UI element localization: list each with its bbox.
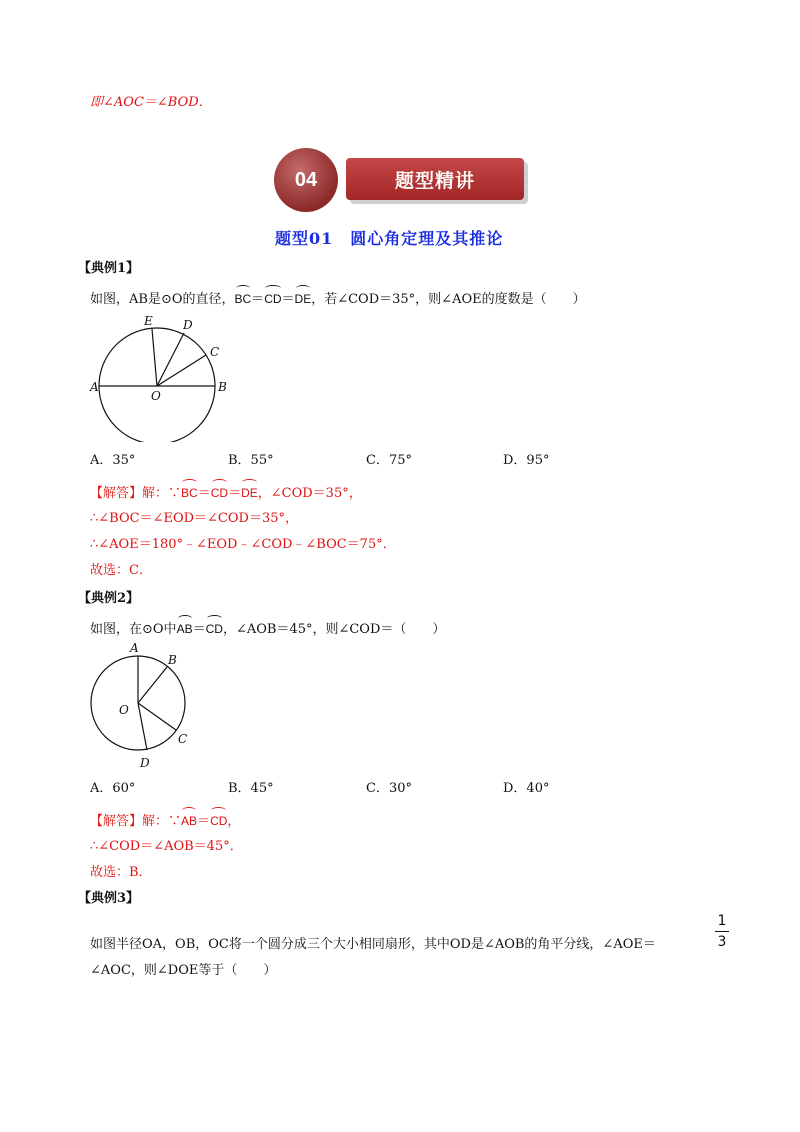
arc-cd: CD xyxy=(264,292,282,306)
ex1-option-c: C．75° xyxy=(366,453,412,468)
example-2-circle-figure xyxy=(90,640,210,774)
ex2-answer-line-2: ∴∠COD＝∠AOB＝45°． xyxy=(90,839,243,854)
arc-bc: BC xyxy=(234,292,252,306)
example-3-line-1: 如图半径OA，OB，OC将一个圆分成三个大小相同扇形，其中OD是∠AOB的角平分线，∠AOE＝ xyxy=(90,937,656,952)
ex1-answer-line-1: 【解答】解：∵BC＝CD＝DE，∠COD＝35°， xyxy=(90,486,362,501)
topic-title: 题型01 圆心角定理及其推论 xyxy=(275,229,504,248)
ex1-option-d: D．95° xyxy=(503,453,550,468)
equals-sign: ＝ xyxy=(251,292,265,307)
ex2-answer-line-1: 【解答】解：∵AB＝CD， xyxy=(90,814,241,829)
answer-tag: 【解答】 xyxy=(90,814,143,829)
label-c: C xyxy=(210,345,220,359)
fraction-bar xyxy=(715,931,729,932)
arc-de: DE xyxy=(241,486,258,500)
label-e: E xyxy=(144,314,153,328)
label-b: B xyxy=(218,380,227,394)
example-3-heading: 【典例3】 xyxy=(78,891,140,906)
answer-tag: 【解答】 xyxy=(90,486,143,501)
radius-ob xyxy=(138,667,167,703)
ex2-option-d: D．40° xyxy=(503,781,550,796)
example-1-circle-figure xyxy=(86,310,236,442)
ex2-option-a: A．60° xyxy=(90,781,136,796)
label-c: C xyxy=(178,732,188,746)
ex2-option-b: B．45° xyxy=(228,781,274,796)
label-b: B xyxy=(168,653,177,667)
arc-cd: CD xyxy=(210,486,229,500)
ex2-answer-choice: 故选：B． xyxy=(90,865,152,880)
radius-oe xyxy=(152,329,157,386)
arc-de: DE xyxy=(294,292,312,306)
example-2-question: 如图，在⊙O中AB＝CD，∠AOB＝45°，则∠COD＝（ ） xyxy=(90,622,446,637)
example-3-line-2: ∠AOC，则∠DOE等于（ ） xyxy=(90,963,277,978)
label-o: O xyxy=(151,389,161,403)
label-o: O xyxy=(119,703,129,717)
ex2-option-c: C．30° xyxy=(366,781,412,796)
example-1-heading: 【典例1】 xyxy=(78,261,140,276)
arc-ab: AB xyxy=(181,814,198,828)
question-prefix: 如图，AB是⊙O的直径， xyxy=(90,292,235,307)
arc-cd: CD xyxy=(205,622,223,636)
ex1-option-a: A．35° xyxy=(90,453,136,468)
label-d: D xyxy=(183,318,193,332)
label-d: D xyxy=(140,756,150,770)
ex1-answer-line-3: ∴∠AOE＝180°﹣∠EOD﹣∠COD﹣∠BOC＝75°． xyxy=(90,537,396,552)
label-a: A xyxy=(90,380,99,394)
section-label-badge: 题型精讲 xyxy=(346,158,524,200)
example-2-heading: 【典例2】 xyxy=(78,591,140,606)
fraction-denominator: 3 xyxy=(717,934,727,950)
arc-cd: CD xyxy=(210,814,228,828)
ex1-answer-choice: 故选：C． xyxy=(90,563,152,578)
radius-oc xyxy=(138,703,176,730)
radius-od xyxy=(138,703,147,750)
equals-sign: ＝ xyxy=(281,292,295,307)
example-1-question xyxy=(90,290,586,309)
ex1-option-b: B．55° xyxy=(228,453,274,468)
top-conclusion: 即∠AOC＝∠BOD． xyxy=(90,95,212,110)
section-number-badge: 04 xyxy=(274,148,338,212)
arc-bc: BC xyxy=(181,486,198,500)
arc-ab: AB xyxy=(176,622,193,636)
question-suffix: ，若∠COD＝35°，则∠AOE的度数是（ ） xyxy=(311,292,586,307)
fraction-one-third xyxy=(715,912,729,951)
fraction-numerator: 1 xyxy=(717,913,727,929)
ex1-answer-line-2: ∴∠BOC＝∠EOD＝∠COD＝35°， xyxy=(90,511,298,526)
label-a: A xyxy=(130,641,139,655)
